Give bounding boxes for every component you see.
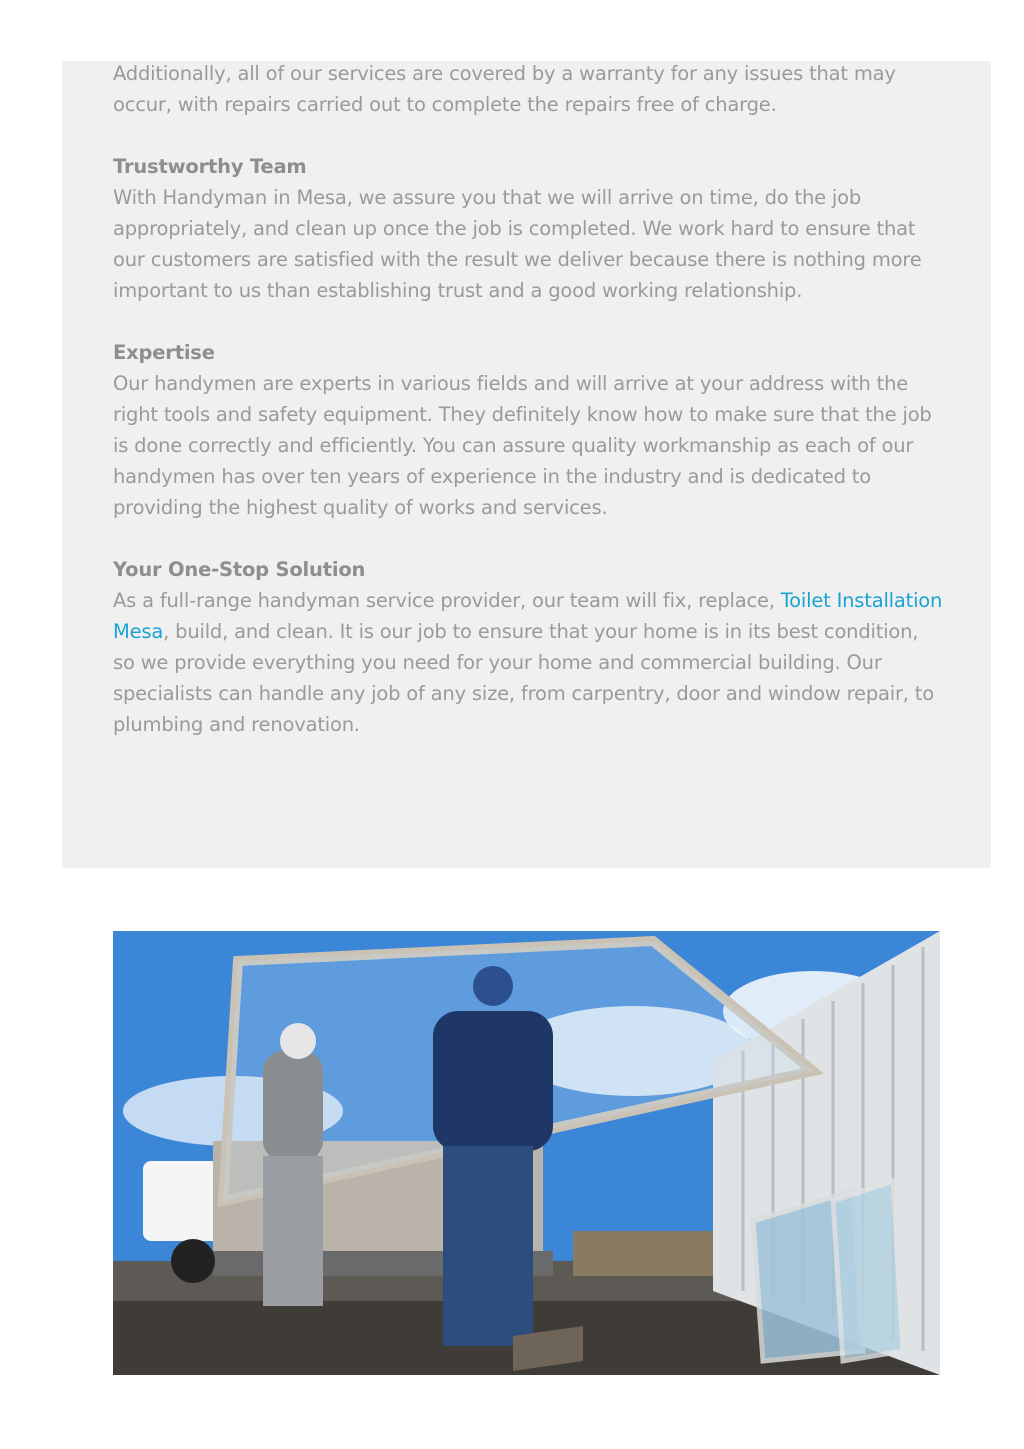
- section-heading: Trustworthy Team: [113, 155, 307, 178]
- article-text: [113, 58, 943, 771]
- toilet-installation-link[interactable]: Toilet Installation Mesa: [113, 589, 943, 643]
- photo-illustration: [113, 931, 940, 1375]
- intro-paragraph: Additionally, all of our services are covered by a warranty for any issues that may occur, with repairs carried out to complete the repairs free of charge.: [113, 62, 896, 116]
- section-heading: Expertise: [113, 341, 215, 364]
- workers-carrying-window-photo: [113, 931, 940, 1375]
- section-one-stop-solution: [113, 554, 943, 740]
- section-body-after-link: , build, and clean. It is our job to ensure that your home is in its best condition, so we provide everything you need for your home and commercial building. Our specialists can handle any job of any size, from carpentry, door and window repair, to plumbing and renovation.: [113, 620, 934, 736]
- section-heading: Your One-Stop Solution: [113, 558, 366, 581]
- section-body: Our handymen are experts in various fields and will arrive at your address with the right tools and safety equipment. They definitely know how to make sure that the job is done correctly and efficiently. You can assure quality workmanship as each of our handymen has over ten years of experience in the industry and is dedicated to providing the highest quality of works and services.: [113, 372, 932, 519]
- section-body: With Handyman in Mesa, we assure you that we will arrive on time, do the job appropriately, and clean up once the job is completed. We work hard to ensure that our customers are satisfied with the result we deliver because there is nothing more important to us than establishing trust and a good working relationship.: [113, 186, 922, 302]
- section-body-before-link: As a full-range handyman service provider, our team will fix, replace,: [113, 589, 781, 612]
- section-expertise: [113, 337, 943, 523]
- section-trustworthy-team: [113, 151, 943, 306]
